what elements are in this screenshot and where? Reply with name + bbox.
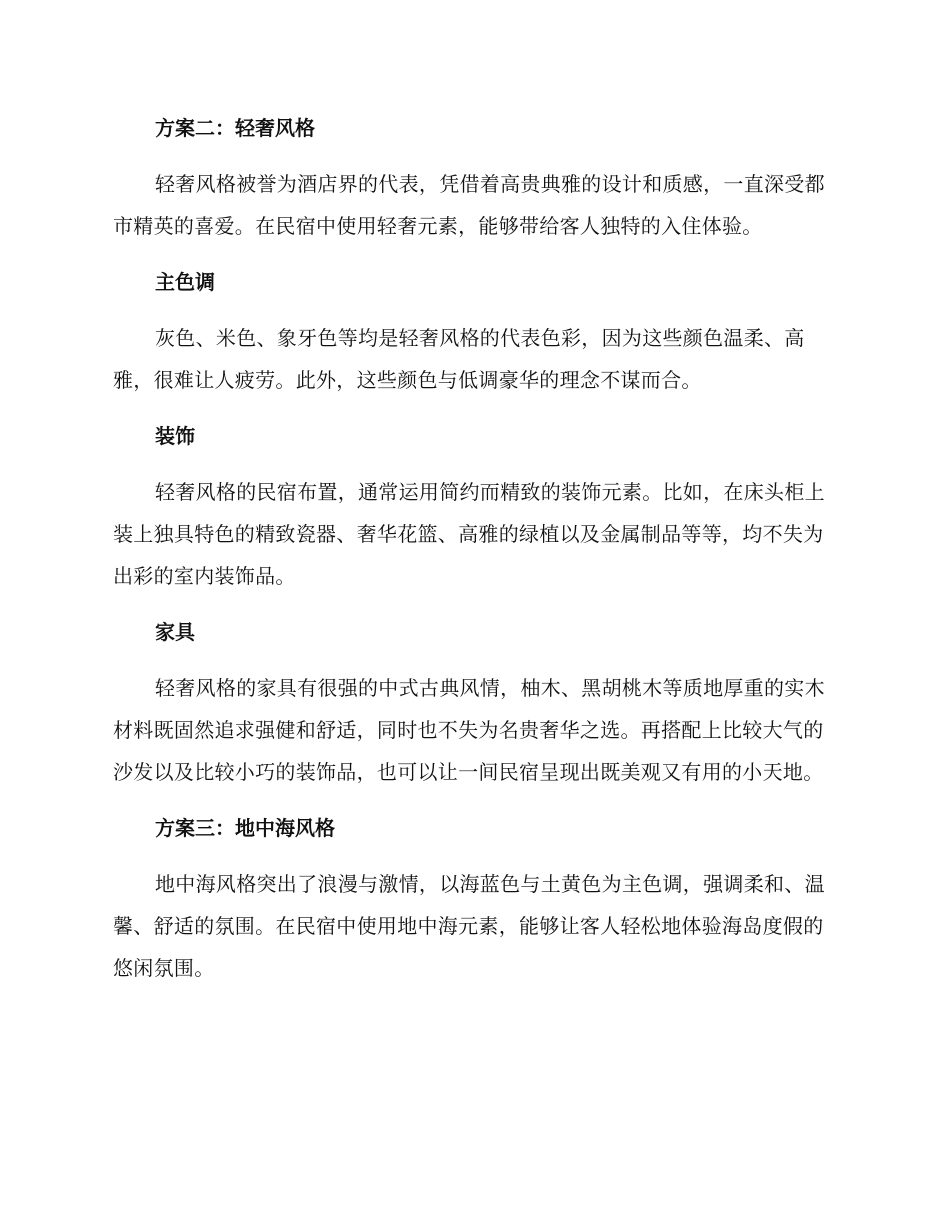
section-heading-plan-three: 方案三：地中海风格 [155,816,335,840]
section-heading-main-color: 主色调 [155,270,215,294]
section-heading-plan-two: 方案二：轻奢风格 [155,116,315,140]
section-paragraph-furniture: 轻奢风格的家具有很强的中式古典风情，柚木、黑胡桃木等质地厚重的实木材料既固然追求强健和舒适，同时也不失为名贵奢华之选。再搭配上比较大气的沙发以及比较小巧的装饰品，也可以让一间民宿呈现出既美观又有用的小天地。 [113,676,825,784]
section-paragraph-main-color: 灰色、米色、象牙色等均是轻奢风格的代表色彩，因为这些颜色温柔、高雅，很难让人疲劳。此外，这些颜色与低调豪华的理念不谋而合。 [113,326,805,392]
section-paragraph-plan-two: 轻奢风格被誉为酒店界的代表，凭借着高贵典雅的设计和质感，一直深受都市精英的喜爱。在民宿中使用轻奢元素，能够带给客人独特的入住体验。 [113,172,825,238]
section-paragraph-plan-three: 地中海风格突出了浪漫与激情，以海蓝色与土黄色为主色调，强调柔和、温馨、舒适的氛围。在民宿中使用地中海元素，能够让客人轻松地体验海岛度假的悠闲氛围。 [113,872,825,980]
section-paragraph-decoration: 轻奢风格的民宿布置，通常运用简约而精致的装饰元素。比如，在床头柜上装上独具特色的精致瓷器、奢华花篮、高雅的绿植以及金属制品等等，均不失为出彩的室内装饰品。 [113,480,825,588]
section-heading-decoration: 装饰 [155,424,195,448]
document-body [113,108,833,989]
section-heading-furniture: 家具 [155,620,195,644]
